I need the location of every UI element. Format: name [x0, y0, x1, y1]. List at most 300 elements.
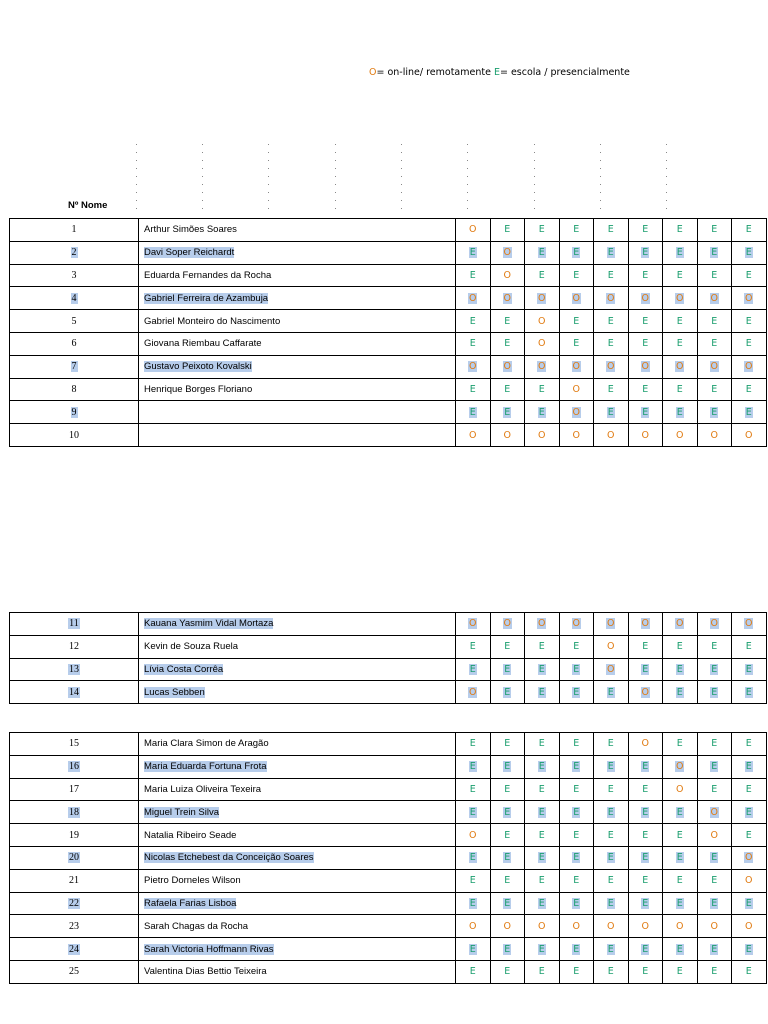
student-name-cell[interactable]: [139, 755, 456, 778]
attendance-cell[interactable]: [663, 960, 698, 983]
attendance-cell[interactable]: [628, 378, 663, 401]
attendance-cell[interactable]: [663, 869, 698, 892]
attendance-cell[interactable]: [697, 755, 732, 778]
attendance-cell[interactable]: [594, 310, 629, 333]
table-row[interactable]: [10, 938, 767, 961]
attendance-cell[interactable]: [594, 264, 629, 287]
student-number-cell[interactable]: [10, 613, 139, 636]
attendance-cell[interactable]: [732, 378, 767, 401]
attendance-cell[interactable]: [628, 778, 663, 801]
attendance-cell[interactable]: [732, 892, 767, 915]
attendance-cell[interactable]: [559, 681, 594, 704]
student-name-cell[interactable]: [139, 287, 456, 310]
attendance-cell[interactable]: [594, 219, 629, 242]
attendance-cell[interactable]: [490, 892, 525, 915]
student-number-cell[interactable]: [10, 287, 139, 310]
attendance-cell[interactable]: [628, 846, 663, 869]
attendance-cell[interactable]: [663, 378, 698, 401]
attendance-cell[interactable]: [663, 915, 698, 938]
attendance-cell[interactable]: [628, 938, 663, 961]
attendance-cell[interactable]: [628, 287, 663, 310]
attendance-cell[interactable]: [663, 824, 698, 847]
attendance-cell[interactable]: [525, 378, 560, 401]
student-name-cell[interactable]: [139, 613, 456, 636]
attendance-cell[interactable]: [456, 960, 491, 983]
attendance-cell[interactable]: [732, 915, 767, 938]
student-name-cell[interactable]: [139, 778, 456, 801]
attendance-cell[interactable]: [697, 778, 732, 801]
attendance-cell[interactable]: [456, 733, 491, 756]
student-name-cell[interactable]: [139, 658, 456, 681]
attendance-cell[interactable]: [525, 960, 560, 983]
attendance-cell[interactable]: [628, 355, 663, 378]
attendance-cell[interactable]: [732, 401, 767, 424]
attendance-cell[interactable]: [628, 241, 663, 264]
student-number-cell[interactable]: [10, 424, 139, 447]
attendance-cell[interactable]: [732, 310, 767, 333]
attendance-cell[interactable]: [732, 241, 767, 264]
attendance-cell[interactable]: [697, 801, 732, 824]
attendance-cell[interactable]: [697, 401, 732, 424]
student-name-cell[interactable]: [139, 846, 456, 869]
attendance-cell[interactable]: [697, 846, 732, 869]
table-row[interactable]: [10, 332, 767, 355]
attendance-cell[interactable]: [594, 778, 629, 801]
attendance-cell[interactable]: [525, 658, 560, 681]
attendance-cell[interactable]: [594, 733, 629, 756]
attendance-cell[interactable]: [456, 778, 491, 801]
attendance-cell[interactable]: [697, 241, 732, 264]
attendance-cell[interactable]: [732, 846, 767, 869]
attendance-cell[interactable]: [490, 915, 525, 938]
attendance-cell[interactable]: [663, 938, 698, 961]
attendance-cell[interactable]: [663, 424, 698, 447]
table-row[interactable]: [10, 219, 767, 242]
attendance-cell[interactable]: [663, 264, 698, 287]
attendance-cell[interactable]: [490, 310, 525, 333]
attendance-cell[interactable]: [663, 892, 698, 915]
student-name-cell[interactable]: [139, 355, 456, 378]
attendance-cell[interactable]: [663, 658, 698, 681]
table-row[interactable]: [10, 915, 767, 938]
student-number-cell[interactable]: [10, 869, 139, 892]
attendance-cell[interactable]: [559, 264, 594, 287]
attendance-cell[interactable]: [697, 355, 732, 378]
attendance-cell[interactable]: [732, 424, 767, 447]
attendance-cell[interactable]: [594, 613, 629, 636]
attendance-cell[interactable]: [559, 733, 594, 756]
attendance-cell[interactable]: [559, 287, 594, 310]
attendance-cell[interactable]: [490, 938, 525, 961]
student-number-cell[interactable]: [10, 635, 139, 658]
student-name-cell[interactable]: [139, 401, 456, 424]
attendance-cell[interactable]: [525, 310, 560, 333]
attendance-cell[interactable]: [628, 635, 663, 658]
attendance-cell[interactable]: [525, 635, 560, 658]
attendance-cell[interactable]: [697, 219, 732, 242]
attendance-cell[interactable]: [663, 310, 698, 333]
attendance-cell[interactable]: [559, 755, 594, 778]
attendance-cell[interactable]: [456, 681, 491, 704]
student-name-cell[interactable]: [139, 424, 456, 447]
attendance-cell[interactable]: [697, 613, 732, 636]
attendance-cell[interactable]: [525, 846, 560, 869]
attendance-cell[interactable]: [732, 219, 767, 242]
student-number-cell[interactable]: [10, 755, 139, 778]
attendance-cell[interactable]: [628, 424, 663, 447]
table-row[interactable]: [10, 401, 767, 424]
attendance-cell[interactable]: [594, 960, 629, 983]
attendance-cell[interactable]: [525, 401, 560, 424]
attendance-cell[interactable]: [697, 681, 732, 704]
attendance-cell[interactable]: [490, 613, 525, 636]
attendance-cell[interactable]: [663, 778, 698, 801]
table-row[interactable]: [10, 613, 767, 636]
attendance-cell[interactable]: [697, 824, 732, 847]
table-row[interactable]: [10, 846, 767, 869]
attendance-cell[interactable]: [628, 915, 663, 938]
student-number-cell[interactable]: [10, 733, 139, 756]
attendance-cell[interactable]: [490, 241, 525, 264]
student-number-cell[interactable]: [10, 778, 139, 801]
attendance-cell[interactable]: [525, 241, 560, 264]
attendance-cell[interactable]: [456, 287, 491, 310]
student-name-cell[interactable]: [139, 681, 456, 704]
attendance-cell[interactable]: [697, 869, 732, 892]
student-number-cell[interactable]: [10, 892, 139, 915]
attendance-cell[interactable]: [490, 801, 525, 824]
attendance-cell[interactable]: [663, 681, 698, 704]
attendance-cell[interactable]: [697, 938, 732, 961]
attendance-cell[interactable]: [663, 332, 698, 355]
student-name-cell[interactable]: [139, 892, 456, 915]
attendance-cell[interactable]: [594, 755, 629, 778]
table-row[interactable]: [10, 658, 767, 681]
attendance-cell[interactable]: [559, 355, 594, 378]
attendance-cell[interactable]: [663, 755, 698, 778]
attendance-cell[interactable]: [697, 287, 732, 310]
attendance-cell[interactable]: [594, 938, 629, 961]
attendance-cell[interactable]: [594, 892, 629, 915]
attendance-cell[interactable]: [559, 824, 594, 847]
attendance-cell[interactable]: [663, 613, 698, 636]
student-name-cell[interactable]: [139, 824, 456, 847]
student-name-cell[interactable]: [139, 241, 456, 264]
attendance-cell[interactable]: [697, 310, 732, 333]
attendance-cell[interactable]: [697, 733, 732, 756]
attendance-cell[interactable]: [628, 613, 663, 636]
attendance-cell[interactable]: [594, 681, 629, 704]
attendance-cell[interactable]: [456, 613, 491, 636]
attendance-cell[interactable]: [663, 733, 698, 756]
attendance-cell[interactable]: [628, 755, 663, 778]
attendance-cell[interactable]: [525, 613, 560, 636]
attendance-cell[interactable]: [697, 658, 732, 681]
attendance-cell[interactable]: [663, 287, 698, 310]
attendance-cell[interactable]: [559, 310, 594, 333]
attendance-cell[interactable]: [732, 332, 767, 355]
attendance-cell[interactable]: [594, 801, 629, 824]
attendance-cell[interactable]: [456, 401, 491, 424]
attendance-cell[interactable]: [594, 378, 629, 401]
student-number-cell[interactable]: [10, 264, 139, 287]
table-row[interactable]: [10, 378, 767, 401]
attendance-cell[interactable]: [525, 424, 560, 447]
attendance-cell[interactable]: [697, 915, 732, 938]
table-row[interactable]: [10, 635, 767, 658]
attendance-cell[interactable]: [490, 960, 525, 983]
attendance-cell[interactable]: [559, 960, 594, 983]
attendance-cell[interactable]: [525, 355, 560, 378]
attendance-cell[interactable]: [456, 241, 491, 264]
attendance-cell[interactable]: [628, 733, 663, 756]
attendance-cell[interactable]: [732, 733, 767, 756]
table-row[interactable]: [10, 892, 767, 915]
attendance-cell[interactable]: [663, 846, 698, 869]
student-name-cell[interactable]: [139, 938, 456, 961]
attendance-cell[interactable]: [732, 264, 767, 287]
attendance-cell[interactable]: [525, 681, 560, 704]
attendance-cell[interactable]: [732, 755, 767, 778]
attendance-cell[interactable]: [525, 915, 560, 938]
attendance-cell[interactable]: [663, 801, 698, 824]
student-name-cell[interactable]: [139, 219, 456, 242]
attendance-cell[interactable]: [594, 915, 629, 938]
attendance-cell[interactable]: [525, 332, 560, 355]
attendance-cell[interactable]: [732, 613, 767, 636]
attendance-cell[interactable]: [490, 287, 525, 310]
student-name-cell[interactable]: [139, 635, 456, 658]
attendance-cell[interactable]: [490, 846, 525, 869]
attendance-cell[interactable]: [525, 892, 560, 915]
student-name-cell[interactable]: [139, 915, 456, 938]
attendance-cell[interactable]: [697, 635, 732, 658]
attendance-cell[interactable]: [559, 846, 594, 869]
attendance-cell[interactable]: [594, 635, 629, 658]
attendance-cell[interactable]: [490, 869, 525, 892]
attendance-cell[interactable]: [490, 824, 525, 847]
attendance-cell[interactable]: [559, 635, 594, 658]
attendance-cell[interactable]: [490, 635, 525, 658]
student-number-cell[interactable]: [10, 658, 139, 681]
attendance-cell[interactable]: [663, 355, 698, 378]
attendance-cell[interactable]: [456, 424, 491, 447]
attendance-cell[interactable]: [490, 755, 525, 778]
attendance-cell[interactable]: [490, 355, 525, 378]
attendance-cell[interactable]: [559, 378, 594, 401]
student-number-cell[interactable]: [10, 219, 139, 242]
attendance-cell[interactable]: [732, 635, 767, 658]
attendance-cell[interactable]: [559, 332, 594, 355]
student-number-cell[interactable]: [10, 846, 139, 869]
table-row[interactable]: [10, 960, 767, 983]
student-name-cell[interactable]: [139, 960, 456, 983]
attendance-cell[interactable]: [594, 824, 629, 847]
attendance-cell[interactable]: [525, 778, 560, 801]
attendance-cell[interactable]: [732, 658, 767, 681]
attendance-cell[interactable]: [559, 892, 594, 915]
student-number-cell[interactable]: [10, 960, 139, 983]
attendance-cell[interactable]: [663, 401, 698, 424]
table-row[interactable]: [10, 869, 767, 892]
table-row[interactable]: [10, 310, 767, 333]
attendance-cell[interactable]: [490, 778, 525, 801]
attendance-cell[interactable]: [697, 892, 732, 915]
attendance-cell[interactable]: [490, 733, 525, 756]
attendance-cell[interactable]: [732, 869, 767, 892]
attendance-cell[interactable]: [456, 869, 491, 892]
student-number-cell[interactable]: [10, 915, 139, 938]
student-number-cell[interactable]: [10, 681, 139, 704]
attendance-cell[interactable]: [663, 241, 698, 264]
attendance-cell[interactable]: [559, 938, 594, 961]
table-row[interactable]: [10, 824, 767, 847]
attendance-cell[interactable]: [732, 778, 767, 801]
student-number-cell[interactable]: [10, 801, 139, 824]
attendance-cell[interactable]: [456, 378, 491, 401]
table-row[interactable]: [10, 801, 767, 824]
attendance-cell[interactable]: [456, 332, 491, 355]
student-number-cell[interactable]: [10, 241, 139, 264]
attendance-cell[interactable]: [525, 801, 560, 824]
table-row[interactable]: [10, 733, 767, 756]
attendance-cell[interactable]: [456, 355, 491, 378]
attendance-cell[interactable]: [628, 310, 663, 333]
student-name-cell[interactable]: [139, 801, 456, 824]
table-row[interactable]: [10, 778, 767, 801]
attendance-cell[interactable]: [559, 241, 594, 264]
attendance-cell[interactable]: [559, 424, 594, 447]
student-number-cell[interactable]: [10, 824, 139, 847]
attendance-cell[interactable]: [525, 824, 560, 847]
student-name-cell[interactable]: [139, 264, 456, 287]
attendance-cell[interactable]: [490, 424, 525, 447]
attendance-cell[interactable]: [594, 869, 629, 892]
attendance-cell[interactable]: [490, 332, 525, 355]
attendance-cell[interactable]: [732, 960, 767, 983]
table-row[interactable]: [10, 355, 767, 378]
attendance-cell[interactable]: [559, 801, 594, 824]
student-number-cell[interactable]: [10, 378, 139, 401]
attendance-cell[interactable]: [594, 355, 629, 378]
attendance-cell[interactable]: [525, 733, 560, 756]
attendance-cell[interactable]: [663, 219, 698, 242]
attendance-cell[interactable]: [456, 658, 491, 681]
attendance-cell[interactable]: [559, 658, 594, 681]
student-name-cell[interactable]: [139, 869, 456, 892]
attendance-cell[interactable]: [456, 801, 491, 824]
student-number-cell[interactable]: [10, 401, 139, 424]
attendance-cell[interactable]: [697, 960, 732, 983]
table-row[interactable]: [10, 287, 767, 310]
attendance-cell[interactable]: [697, 424, 732, 447]
attendance-cell[interactable]: [456, 824, 491, 847]
attendance-cell[interactable]: [456, 892, 491, 915]
attendance-cell[interactable]: [559, 219, 594, 242]
attendance-cell[interactable]: [490, 681, 525, 704]
attendance-cell[interactable]: [594, 846, 629, 869]
table-row[interactable]: [10, 424, 767, 447]
student-name-cell[interactable]: [139, 733, 456, 756]
attendance-cell[interactable]: [732, 801, 767, 824]
student-name-cell[interactable]: [139, 310, 456, 333]
attendance-cell[interactable]: [559, 613, 594, 636]
attendance-cell[interactable]: [456, 846, 491, 869]
attendance-cell[interactable]: [559, 401, 594, 424]
attendance-cell[interactable]: [628, 824, 663, 847]
attendance-cell[interactable]: [456, 915, 491, 938]
attendance-cell[interactable]: [456, 755, 491, 778]
attendance-cell[interactable]: [594, 332, 629, 355]
student-number-cell[interactable]: [10, 938, 139, 961]
attendance-cell[interactable]: [628, 264, 663, 287]
attendance-cell[interactable]: [525, 219, 560, 242]
attendance-cell[interactable]: [490, 264, 525, 287]
table-row[interactable]: [10, 241, 767, 264]
attendance-cell[interactable]: [525, 264, 560, 287]
attendance-cell[interactable]: [490, 658, 525, 681]
attendance-cell[interactable]: [732, 824, 767, 847]
table-row[interactable]: [10, 264, 767, 287]
attendance-cell[interactable]: [697, 332, 732, 355]
student-number-cell[interactable]: [10, 310, 139, 333]
attendance-cell[interactable]: [594, 658, 629, 681]
attendance-cell[interactable]: [732, 681, 767, 704]
attendance-cell[interactable]: [594, 241, 629, 264]
attendance-cell[interactable]: [697, 378, 732, 401]
attendance-cell[interactable]: [490, 219, 525, 242]
attendance-cell[interactable]: [732, 287, 767, 310]
attendance-cell[interactable]: [697, 264, 732, 287]
attendance-cell[interactable]: [490, 378, 525, 401]
table-row[interactable]: [10, 755, 767, 778]
attendance-cell[interactable]: [628, 869, 663, 892]
student-name-cell[interactable]: [139, 332, 456, 355]
attendance-cell[interactable]: [628, 401, 663, 424]
attendance-cell[interactable]: [628, 658, 663, 681]
table-row[interactable]: [10, 681, 767, 704]
attendance-cell[interactable]: [525, 938, 560, 961]
attendance-cell[interactable]: [456, 219, 491, 242]
attendance-cell[interactable]: [559, 869, 594, 892]
attendance-cell[interactable]: [456, 264, 491, 287]
attendance-cell[interactable]: [594, 287, 629, 310]
attendance-cell[interactable]: [456, 635, 491, 658]
student-number-cell[interactable]: [10, 332, 139, 355]
attendance-cell[interactable]: [628, 960, 663, 983]
attendance-cell[interactable]: [525, 869, 560, 892]
attendance-cell[interactable]: [628, 801, 663, 824]
attendance-cell[interactable]: [456, 310, 491, 333]
attendance-cell[interactable]: [732, 938, 767, 961]
attendance-cell[interactable]: [732, 355, 767, 378]
attendance-cell[interactable]: [594, 401, 629, 424]
attendance-cell[interactable]: [628, 219, 663, 242]
attendance-cell[interactable]: [628, 892, 663, 915]
attendance-cell[interactable]: [490, 401, 525, 424]
attendance-cell[interactable]: [456, 938, 491, 961]
attendance-cell[interactable]: [559, 915, 594, 938]
attendance-cell[interactable]: [525, 755, 560, 778]
attendance-cell[interactable]: [628, 681, 663, 704]
attendance-cell[interactable]: [559, 778, 594, 801]
attendance-cell[interactable]: [594, 424, 629, 447]
attendance-cell[interactable]: [525, 287, 560, 310]
attendance-cell[interactable]: [628, 332, 663, 355]
student-number-cell[interactable]: [10, 355, 139, 378]
attendance-cell[interactable]: [663, 635, 698, 658]
student-name-cell[interactable]: [139, 378, 456, 401]
